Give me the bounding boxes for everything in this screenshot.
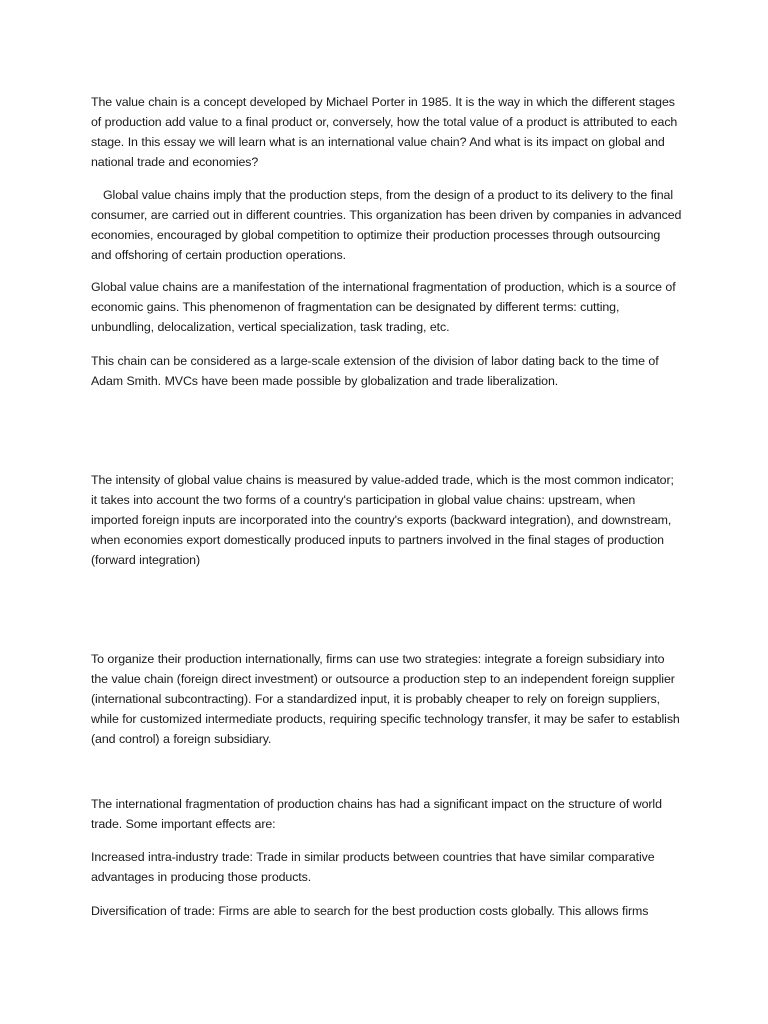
paragraph-division-of-labor: This chain can be considered as a large-scale extension of the division of labor dating back to the time of Adam Smith. MVCs have been made possible by globalization and trade liberalization. xyxy=(91,354,659,388)
paragraph-intra-industry-trade: Increased intra-industry trade: Trade in similar products between countries that have similar comparative advantages in producing those products. xyxy=(91,850,655,884)
paragraph-diversification: Diversification of trade: Firms are able to search for the best production costs globally. This allows firms xyxy=(91,904,649,918)
paragraph-global-value-chains: Global value chains imply that the production steps, from the design of a product to its delivery to the final consumer, are carried out in different countries. This organization has been driven by companies in advanced economies, encouraged by global competition to optimize their production processes through outsourcing and offshoring of certain production operations. xyxy=(91,188,682,262)
paragraph-intensity: The intensity of global value chains is measured by value-added trade, which is the most common indicator; it takes into account the two forms of a country's participation in global value chains: upstream, when imported foreign inputs are incorporated into the country's exports (backward integration), and downstream, when economies export domestically produced inputs to partners involved in the final stages of production (forward integration) xyxy=(91,473,674,567)
paragraph-impact: The international fragmentation of production chains has had a significant impact on the structure of world trade. Some important effects are: xyxy=(91,797,662,831)
paragraph-intro: The value chain is a concept developed by Michael Porter in 1985. It is the way in which the different stages of production add value to a final product or, conversely, how the total value of a product is attributed to each stage. In this essay we will learn what is an international value chain? And what is its impact on global and national trade and economies? xyxy=(91,95,678,169)
paragraph-fragmentation: Global value chains are a manifestation of the international fragmentation of production, which is a source of economic gains. This phenomenon of fragmentation can be designated by different terms: cutting, unbundling, delocalization, vertical specialization, task trading, etc. xyxy=(91,280,676,334)
paragraph-strategies: To organize their production internationally, firms can use two strategies: integrate a foreign subsidiary into the value chain (foreign direct investment) or outsource a production step to an independent foreign supplier (international subcontracting). For a standardized input, it is probably cheaper to rely on foreign suppliers, while for customized intermediate products, requiring specific technology transfer, it may be safer to establish (and control) a foreign subsidiary. xyxy=(91,652,680,746)
